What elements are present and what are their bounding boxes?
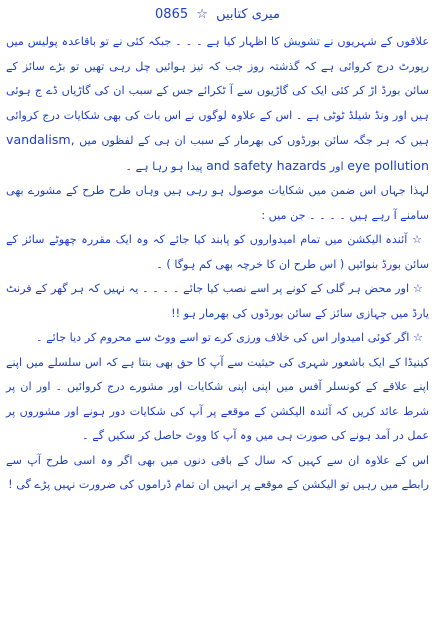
english-phrase: vandalism, eye pollution [6, 132, 429, 173]
page-header [6, 6, 429, 24]
bullet-item-3 [6, 326, 429, 351]
star-icon: ☆ [196, 7, 208, 22]
bullet-text: اور محض ہر گلی کے کونے پر اسے نصب کیا جائے ۔ ۔ ۔ ۔ یہ نہیں کہ ہر گھر کے فرنٹ یارڈ میں جہازی سائز کے سائن بورڈوں کی بھرمار ہو !! [6, 282, 429, 320]
bullet-item-1 [6, 228, 429, 277]
star-bullet-icon: ☆ [412, 331, 423, 344]
paragraph-4 [6, 449, 429, 498]
bullet-text: اگر کوئی امیدوار اس کی خلاف ورزی کرے تو اسے ووٹ سے محروم کر دیا جائے ۔ [36, 331, 410, 344]
paragraph-text: اور [329, 159, 344, 173]
paragraph-3 [6, 351, 429, 449]
star-bullet-icon: ☆ [411, 233, 424, 246]
paragraph-text: اس کے علاوہ ان سے کہیں کہ سال کے باقی دنوں میں بھی اگر وہ اسی طرح آپ سے رابطے میں رہیں تو الیکشن کے موقعے پر انہیں ان تمام ڈراموں کی ضرورت نہیں پڑے گی ! [6, 453, 429, 491]
paragraph-1 [6, 30, 429, 179]
bullet-item-2 [6, 277, 429, 326]
paragraph-text: علاقوں کے شہریوں نے تشویش کا اظہار کیا ہے ۔ ۔ ۔ جبکہ کئی نے تو باقاعدہ پولیس میں رپورٹ درج کروائی ہے کہ گذشتہ روز جب کہ تیز ہوائیں چل رہی تھیں تو بڑے سائز کے سائن بورڈ اڑ کر کئی ایک کی گاڑیوں سے آ ٹکرائے جس کے سبب ان کی گاڑیاں ڈے ج ہوئی ہیں اور ونڈ شیلڈ ٹوٹی ہے ۔ اس کے علاوہ لوگوں نے اس بات کی بھی شکایات درج کروائی ہیں کہ ہر جگہ سائن بورڈوں کی بھرمار کے سبب ان ہی کے لفظوں میں [6, 35, 429, 147]
paragraph-2 [6, 179, 429, 228]
paragraph-text: لہذا جہاں اس ضمن میں شکایات موصول ہو رہی ہیں وہاں طرح طرح کے مشورے بھی سامنے آ رہے ہیں ۔ ۔ ۔ ۔ جن میں : [6, 184, 429, 222]
paragraph-text: کینیڈا کے ایک باشعور شہری کی حیثیت سے آپ کا حق بھی بنتا ہے کہ اس سلسلے میں اپنے اپنے علاقے کے کونسلر آفس میں اپنی اپنی شکایات اور مشورے درج کروائیں ۔ اور ان پر شرط عائد کریں کہ آئندہ الیکشن کے موقعے پر آپ کی شکایات دور ہونے اور مشوروں پر عمل در آمد ہونے کی صورت ہی میں وہ آپ کا ووٹ حاصل کر سکیں گے ۔ [6, 355, 429, 442]
header-title: میری کتابیں [216, 7, 280, 22]
document-page [6, 6, 429, 623]
bullet-text: آئندہ الیکشن میں تمام امیدواروں کو پابند کیا جائے کہ وہ ایک مقررہ چھوٹے سائز کے سائن بورڈ بنوائیں ( اس طرح ان کا خرچہ بھی کم ہوگا ) ۔ [6, 233, 429, 271]
header-number: 0865 [155, 7, 189, 22]
english-phrase: and safety hazards [206, 157, 327, 173]
paragraph-text: پیدا ہو رہا ہے ۔ [125, 159, 203, 173]
star-bullet-icon: ☆ [412, 282, 424, 295]
